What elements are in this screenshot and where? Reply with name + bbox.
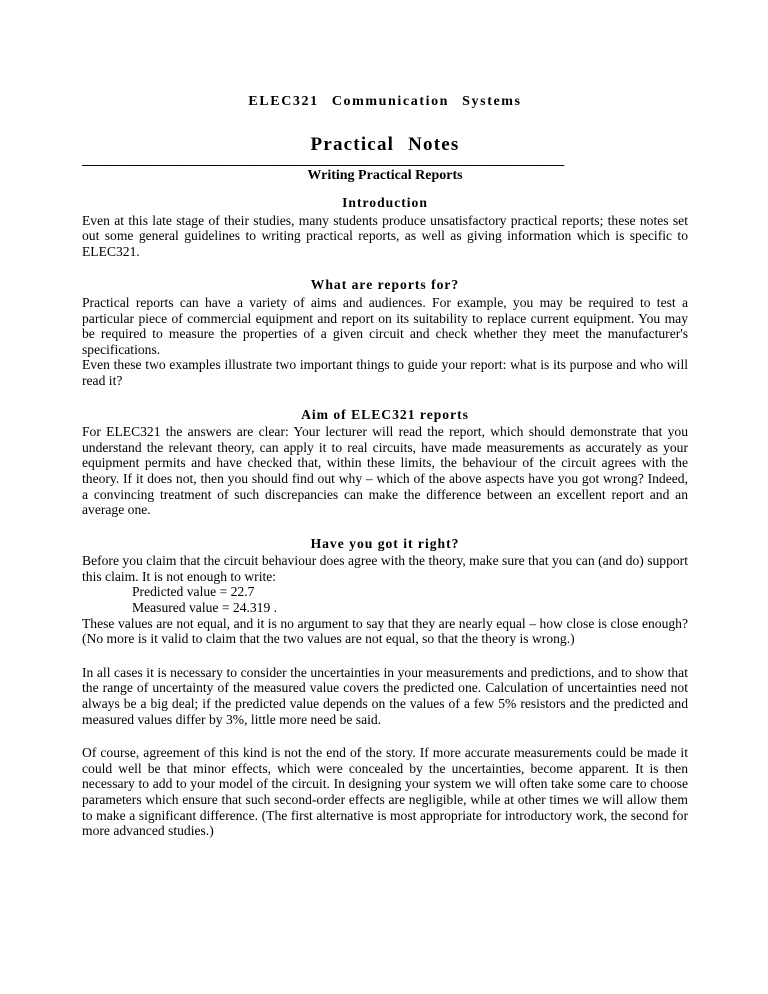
paragraph: Before you claim that the circuit behaviour does agree with the theory, make sure that you can (and do) support this claim. It is not enough to write: — [82, 553, 688, 584]
divider-rule: ___________________________________________________________________ — [82, 153, 565, 168]
page-subtitle: Writing Practical Reports — [307, 168, 463, 183]
course-title: ELEC321 Communication Systems — [248, 94, 522, 109]
paragraph: In all cases it is necessary to consider the uncertainties in your measurements and predictions, and to show that the range of uncertainty of the measured value covers the predicted one. Calculation of uncertainties need not always be a big deal; if the predicted value depends on the values of a few 5% resistors and the predicted and measured values differ by 3%, little more need be said. — [82, 664, 688, 727]
section-what-are-reports-for — [82, 277, 688, 388]
measured-value-line: Measured value = 24.319 . — [132, 600, 278, 616]
paragraph: Of course, agreement of this kind is not the end of the story. If more accurate measurements could be made it could well be that minor effects, which were concealed by the uncertainties, become apparent. It is then necessary to add to your model of the circuit. In designing your system we will often take some care to choose parameters which ensure that such second-order effects are negligible, while at other times we will allow them to make a significant difference. (The first alternative is most appropriate for introductory work, the second for more advanced studies.) — [82, 745, 688, 839]
section-have-you-got-it-right — [82, 536, 688, 839]
section-heading: What are reports for? — [310, 277, 460, 293]
page-title: Practical Notes — [310, 134, 460, 155]
section-heading: Aim of ELEC321 reports — [301, 406, 469, 422]
paragraph: These values are not equal, and it is no argument to say that they are nearly equal – how close is close enough? (No more is it valid to claim that the two values are not equal, so that the theory is wrong.) — [82, 615, 688, 647]
section-heading: Have you got it right? — [310, 535, 460, 551]
document-body — [82, 195, 688, 857]
section-introduction — [82, 195, 688, 259]
paragraph: Even these two examples illustrate two important things to guide your report: what is its purpose and who will read it? — [82, 357, 688, 388]
section-aim-of-reports — [82, 407, 688, 518]
predicted-value-line: Predicted value = 22.7 — [132, 584, 255, 600]
paragraph: Practical reports can have a variety of aims and audiences. For example, you may be required to test a particular piece of commercial equipment and report on its suitability to replace current equipment. You may be required to measure the properties of a given circuit and check whether they meet the manufacturer's specifications. — [82, 294, 688, 357]
paragraph: For ELEC321 the answers are clear: Your lecturer will read the report, which should demonstrate that you understand the relevant theory, can apply it to real circuits, have made measurements as accurately as your equipment permits and have checked that, within these limits, the behaviour of the circuit agrees with the theory. If it does not, then you should find out why – which of the above aspects have you got wrong? Indeed, a convincing treatment of such discrepancies can make the difference between an excellent report and an average one. — [82, 424, 688, 518]
paragraph: Even at this late stage of their studies, many students produce unsatisfactory practical reports; these notes set out some general guidelines to writing practical reports, as well as giving information which is specific to ELEC321. — [82, 212, 688, 259]
section-heading: Introduction — [342, 195, 428, 210]
